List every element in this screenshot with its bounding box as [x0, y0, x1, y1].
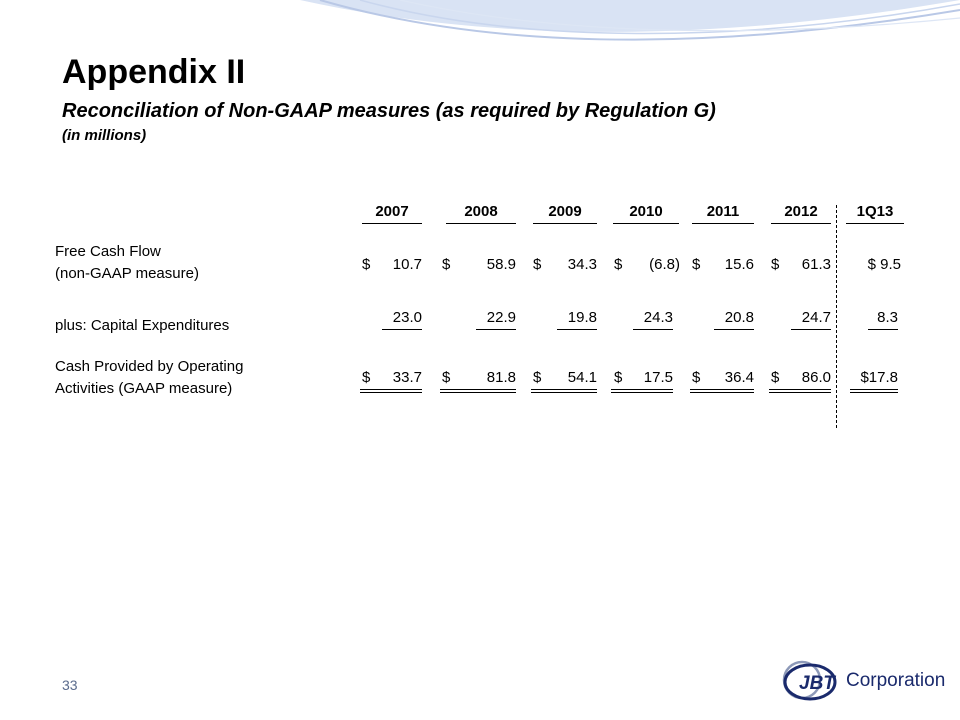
col-header-2008: 2008	[464, 203, 498, 220]
col-header-underline	[613, 223, 679, 224]
row-label-line: plus: Capital Expenditures	[55, 317, 230, 334]
cell-double-underline	[611, 389, 673, 393]
col-header-underline	[771, 223, 831, 224]
cell-capex-2007: 23.0	[392, 309, 422, 326]
currency-symbol: $	[533, 256, 542, 273]
currency-symbol: $	[442, 369, 451, 386]
cell-double-underline	[440, 389, 516, 393]
col-header-underline	[362, 223, 422, 224]
cell-opcash-2012: 86.0	[801, 369, 831, 386]
units-note: (in millions)	[62, 127, 147, 144]
row-label-capital-expenditures	[55, 315, 229, 337]
col-header-2012: 2012	[784, 203, 818, 220]
cell-double-underline	[769, 389, 831, 393]
currency-symbol: $	[692, 256, 701, 273]
cell-fcf-2009: 34.3	[567, 256, 597, 273]
jbt-corporation-logo	[780, 656, 946, 706]
cell-fcf-2012: 61.3	[801, 256, 831, 273]
currency-symbol: $	[771, 256, 780, 273]
currency-symbol: $	[362, 256, 371, 273]
currency-symbol: $	[442, 256, 451, 273]
col-header-underline	[846, 223, 904, 224]
cell-opcash-2008: 81.8	[486, 369, 516, 386]
col-header-2009: 2009	[548, 203, 582, 220]
page-number: 33	[62, 677, 78, 693]
cell-fcf-2007: 10.7	[392, 256, 422, 273]
cell-underline	[714, 329, 754, 330]
cell-opcash-1q13: $17.8	[860, 369, 898, 386]
quarter-divider	[836, 205, 837, 428]
cell-opcash-2009: 54.1	[567, 369, 597, 386]
cell-capex-2010: 24.3	[643, 309, 673, 326]
row-label-line: Cash Provided by Operating	[55, 358, 244, 375]
cell-capex-2008: 22.9	[486, 309, 516, 326]
logo-wordmark: Corporation	[846, 670, 946, 691]
logo-mark-text: JBT	[799, 673, 835, 694]
cell-fcf-2010: (6.8)	[649, 256, 680, 273]
col-header-underline	[533, 223, 597, 224]
cell-opcash-2010: 17.5	[643, 369, 673, 386]
cell-fcf-2008: 58.9	[486, 256, 516, 273]
row-label-line: (non-GAAP measure)	[55, 265, 199, 282]
cell-capex-1q13: 8.3	[877, 309, 898, 326]
row-label-free-cash-flow	[55, 241, 199, 285]
currency-symbol: $	[771, 369, 780, 386]
cell-capex-2009: 19.8	[567, 309, 597, 326]
row-label-operating-cash	[55, 356, 243, 400]
cell-capex-2011: 20.8	[724, 309, 754, 326]
cell-underline	[557, 329, 597, 330]
cell-double-underline	[690, 389, 754, 393]
cell-underline	[633, 329, 673, 330]
currency-symbol: $	[362, 369, 371, 386]
cell-double-underline	[850, 389, 898, 393]
page-subtitle: Reconciliation of Non-GAAP measures (as required by Regulation G)	[62, 100, 716, 122]
cell-fcf-1q13: $ 9.5	[867, 256, 901, 273]
jbt-logo-mark	[780, 656, 840, 706]
currency-symbol: $	[533, 369, 542, 386]
cell-double-underline	[360, 389, 422, 393]
col-header-underline	[692, 223, 754, 224]
cell-opcash-2007: 33.7	[392, 369, 422, 386]
col-header-1q13: 1Q13	[856, 203, 894, 220]
col-header-underline	[446, 223, 516, 224]
cell-double-underline	[531, 389, 597, 393]
cell-underline	[382, 329, 422, 330]
cell-underline	[791, 329, 831, 330]
cell-opcash-2011: 36.4	[724, 369, 754, 386]
cell-fcf-2011: 15.6	[724, 256, 754, 273]
row-label-line: Activities (GAAP measure)	[55, 380, 233, 397]
row-label-line: Free Cash Flow	[55, 243, 161, 260]
cell-underline	[476, 329, 516, 330]
col-header-2011: 2011	[706, 203, 740, 220]
cell-underline	[868, 329, 898, 330]
col-header-2007: 2007	[375, 203, 409, 220]
currency-symbol: $	[614, 369, 623, 386]
cell-capex-2012: 24.7	[801, 309, 831, 326]
col-header-2010: 2010	[629, 203, 663, 220]
currency-symbol: $	[692, 369, 701, 386]
page-title: Appendix II	[62, 53, 246, 91]
currency-symbol: $	[614, 256, 623, 273]
